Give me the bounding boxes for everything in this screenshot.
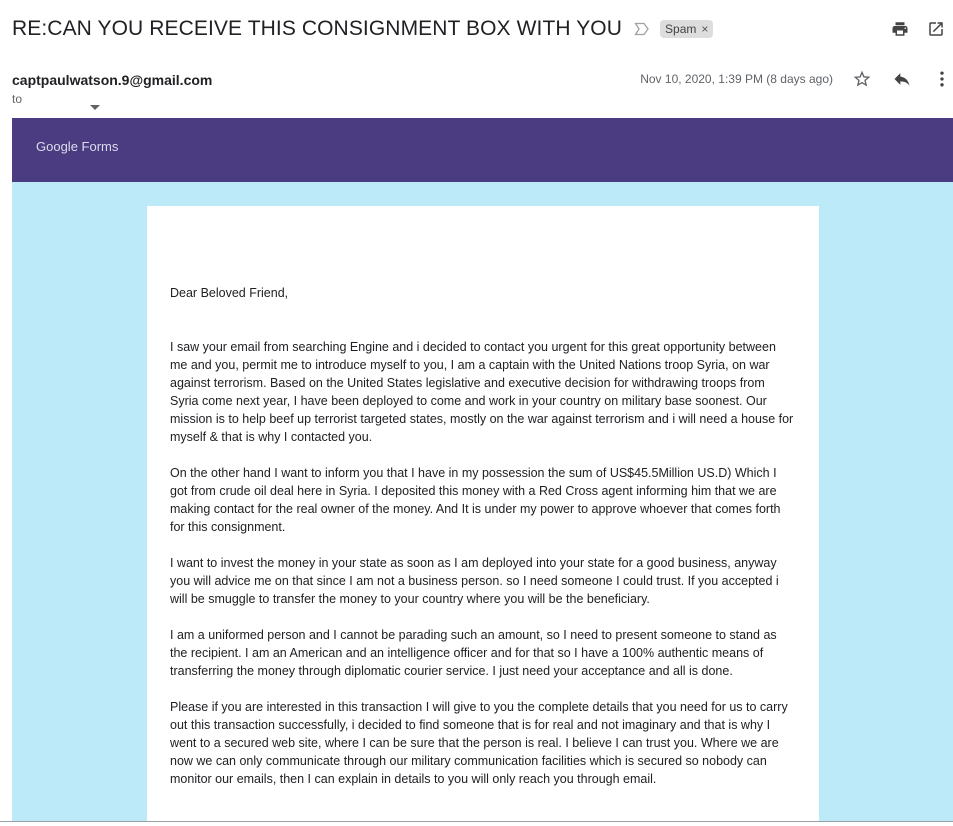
caret-down-icon[interactable] bbox=[90, 98, 100, 116]
subject-actions bbox=[889, 18, 947, 40]
open-in-new-window-icon[interactable] bbox=[925, 18, 947, 40]
email-subject: RE:CAN YOU RECEIVE THIS CONSIGNMENT BOX WITH YOU bbox=[12, 17, 623, 40]
subject-row bbox=[12, 14, 947, 44]
print-icon[interactable] bbox=[889, 18, 911, 40]
message-card bbox=[147, 206, 819, 822]
message-date: Nov 10, 2020, 1:39 PM (8 days ago) bbox=[640, 72, 833, 86]
spam-label-chip bbox=[660, 20, 713, 38]
remove-label-button[interactable]: × bbox=[701, 22, 709, 36]
to-label: to bbox=[12, 92, 23, 106]
banner-label: Google Forms bbox=[36, 139, 119, 154]
message-paragraph: Please if you are interested in this transaction I will give to you the complete details that you need for us to carry out this transaction successfully, i decided to find someone that is for real and not imaginary and that is why I went to a secured web site, where I can be sure that the person is real. I believe I can trust you. Where we are now we can only communicate through our military communication facilities which is secured so nobody can monitor our emails, then I can explain in details to you will only reach you through email. bbox=[170, 700, 788, 786]
star-icon[interactable] bbox=[851, 68, 873, 90]
message-paragraph: I saw your email from searching Engine and i decided to contact you urgent for this great opportunity between me and you, permit me to introduce myself to you, I am a captain with the United Nations troop Syria, on war against terrorism. Based on the United States legislative and executive decision for withdrawing troops from Syria come next year, I have been deployed to come and work in your country on military base soonest. Our mission is to help beef up terrorist targeted states, mostly on the war against terrorism and i will need a house for myself & that is why I contacted you. bbox=[170, 340, 794, 444]
sender-email[interactable]: captpaulwatson.9@gmail.com bbox=[12, 72, 213, 88]
email-banner bbox=[12, 118, 953, 182]
recipient-row bbox=[12, 92, 22, 106]
viewport-divider bbox=[0, 821, 953, 822]
message-paragraph: On the other hand I want to inform you that I have in my possession the sum of US$45.5Million US.D) Which I got from crude oil deal here in Syria. I deposited this money with a Red Cross agent informing him that we are making contact for the real owner of the money. And It is under my power to approve whoever that comes forth for this consignment. bbox=[170, 466, 781, 534]
message-actions bbox=[851, 68, 953, 90]
spam-label-text: Spam bbox=[665, 22, 697, 36]
more-vertical-icon[interactable] bbox=[931, 68, 953, 90]
message-paragraph: I want to invest the money in your state as soon as I am deployed into your state for a good business, anyway you will advice me on that since I am not a business person. so I need someone I could trust. If you accepted i will be smuggle to transfer the money to your country where you will be the beneficiary. bbox=[170, 556, 779, 606]
sender-row bbox=[12, 70, 953, 110]
importance-marker-icon[interactable] bbox=[634, 22, 650, 36]
message-greeting: Dear Beloved Friend, bbox=[170, 286, 289, 300]
reply-icon[interactable] bbox=[891, 68, 913, 90]
message-paragraph: I am a uniformed person and I cannot be parading such an amount, so I need to present someone to stand as the recipient. I am an American and an intelligence officer and for that so I have a 100% authentic means of transferring the money through diplomatic courier service. I just need your acceptance and all is done. bbox=[170, 628, 777, 678]
message-body bbox=[170, 284, 796, 806]
